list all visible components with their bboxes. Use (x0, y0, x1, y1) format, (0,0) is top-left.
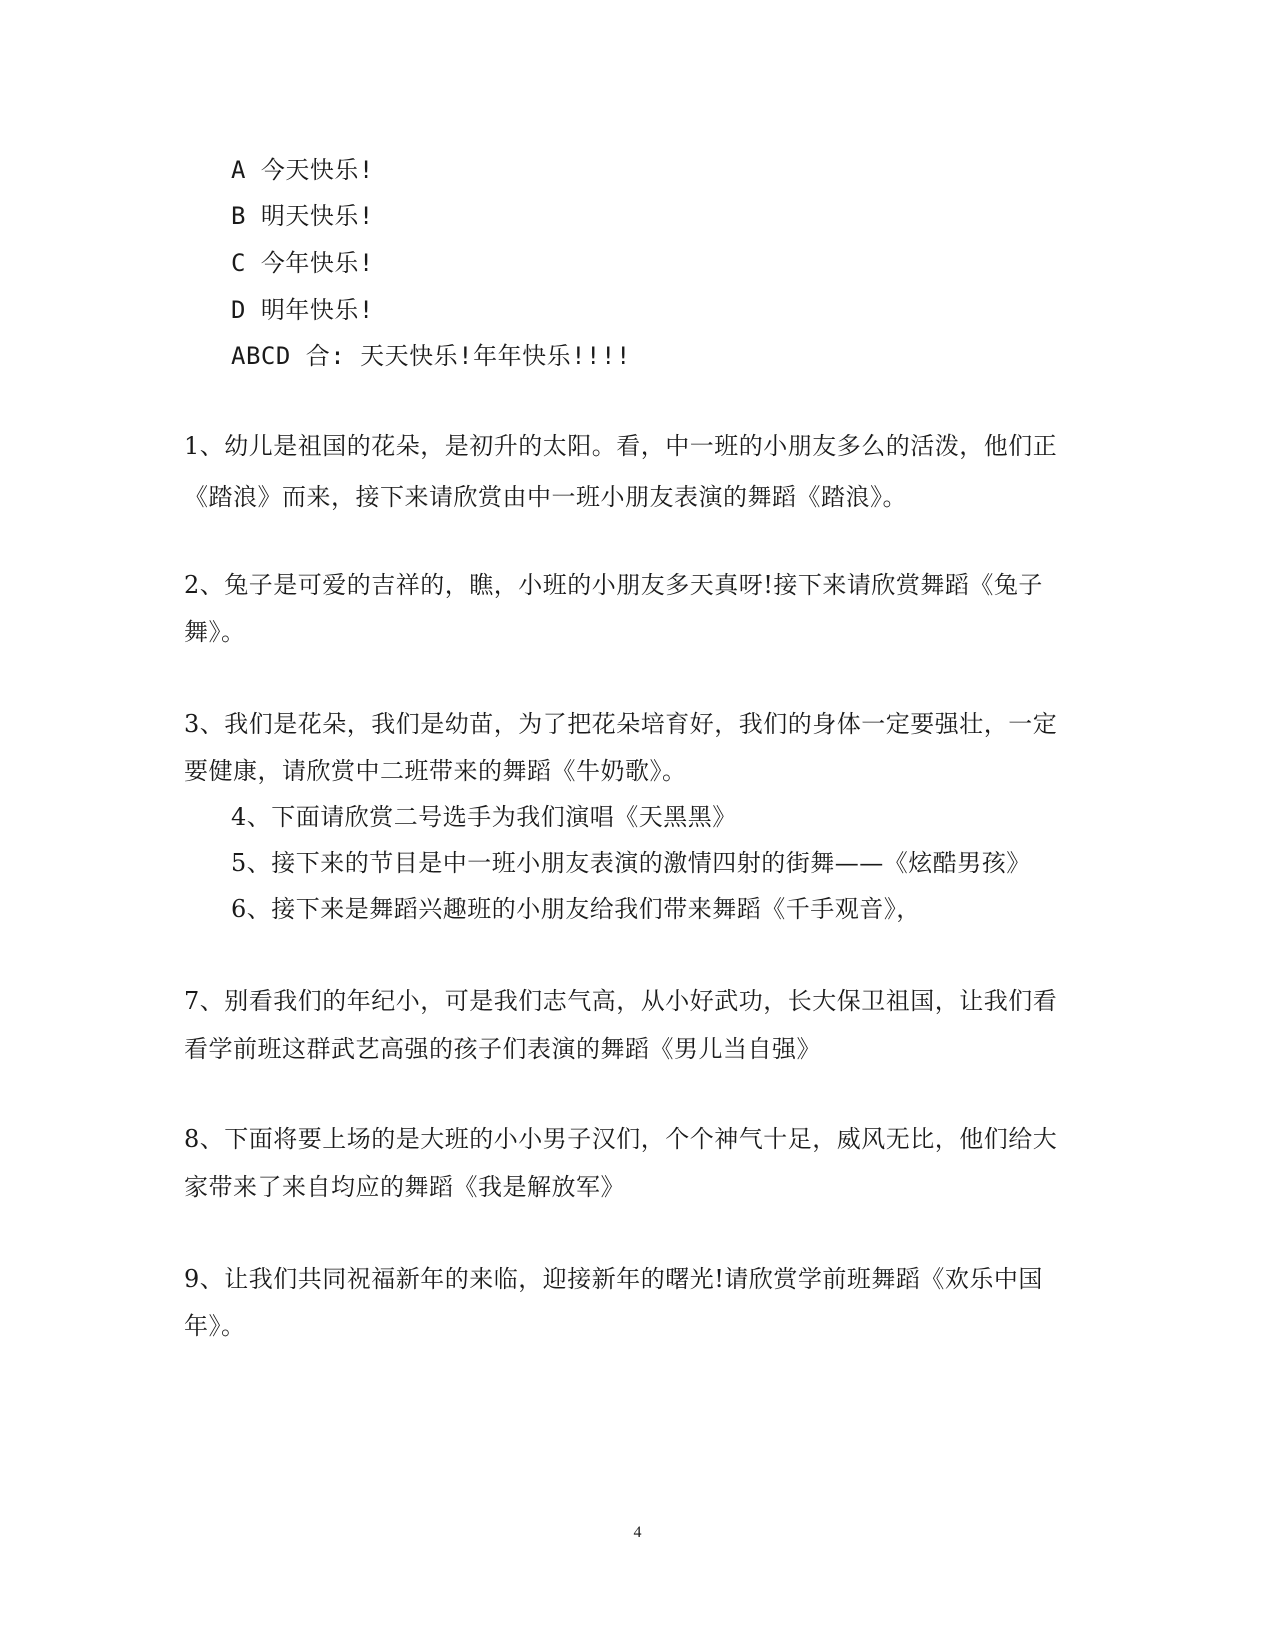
item-8-line-1: 8、下面将要上场的是大班的小小男子汉们，个个神气十足，威风无比，他们给大 (184, 1125, 1058, 1153)
greeting-d: D 明年快乐! (231, 296, 374, 324)
greeting-abcd: ABCD 合: 天天快乐!年年快乐!!!! (231, 342, 631, 370)
item-7-line-1: 7、别看我们的年纪小，可是我们志气高，从小好武功，长大保卫祖国，让我们看 (184, 987, 1058, 1015)
item-2-line-2: 舞》。 (184, 618, 246, 646)
item-4: 4、下面请欣赏二号选手为我们演唱《天黑黑》 (231, 803, 737, 831)
greeting-b: B 明天快乐! (231, 202, 374, 230)
item-6: 6、接下来是舞蹈兴趣班的小朋友给我们带来舞蹈《千手观音》， (231, 895, 921, 923)
item-3-line-2: 要健康，请欣赏中二班带来的舞蹈《牛奶歌》。 (184, 757, 687, 785)
greeting-a: A 今天快乐! (231, 156, 374, 184)
item-3-line-1: 3、我们是花朵，我们是幼苗，为了把花朵培育好，我们的身体一定要强壮，一定 (184, 710, 1058, 738)
item-9-line-1: 9、让我们共同祝福新年的来临，迎接新年的曙光!请欣赏学前班舞蹈《欢乐中国 (184, 1265, 1043, 1293)
item-1-line-1: 1、幼儿是祖国的花朵，是初升的太阳。看，中一班的小朋友多么的活泼，他们正 (184, 432, 1058, 460)
item-8-line-2: 家带来了来自均应的舞蹈《我是解放军》 (184, 1173, 625, 1201)
page-number: 4 (633, 1524, 642, 1541)
item-9-line-2: 年》。 (184, 1312, 246, 1340)
item-7-line-2: 看学前班这群武艺高强的孩子们表演的舞蹈《男儿当自强》 (184, 1035, 821, 1063)
item-1-line-2: 《踏浪》而来，接下来请欣赏由中一班小朋友表演的舞蹈《踏浪》。 (184, 483, 907, 511)
item-5: 5、接下来的节目是中一班小朋友表演的激情四射的街舞——《炫酷男孩》 (231, 849, 1031, 877)
item-2-line-1: 2、兔子是可爱的吉祥的，瞧，小班的小朋友多天真呀!接下来请欣赏舞蹈《兔子 (184, 571, 1043, 599)
greeting-c: C 今年快乐! (231, 249, 374, 277)
